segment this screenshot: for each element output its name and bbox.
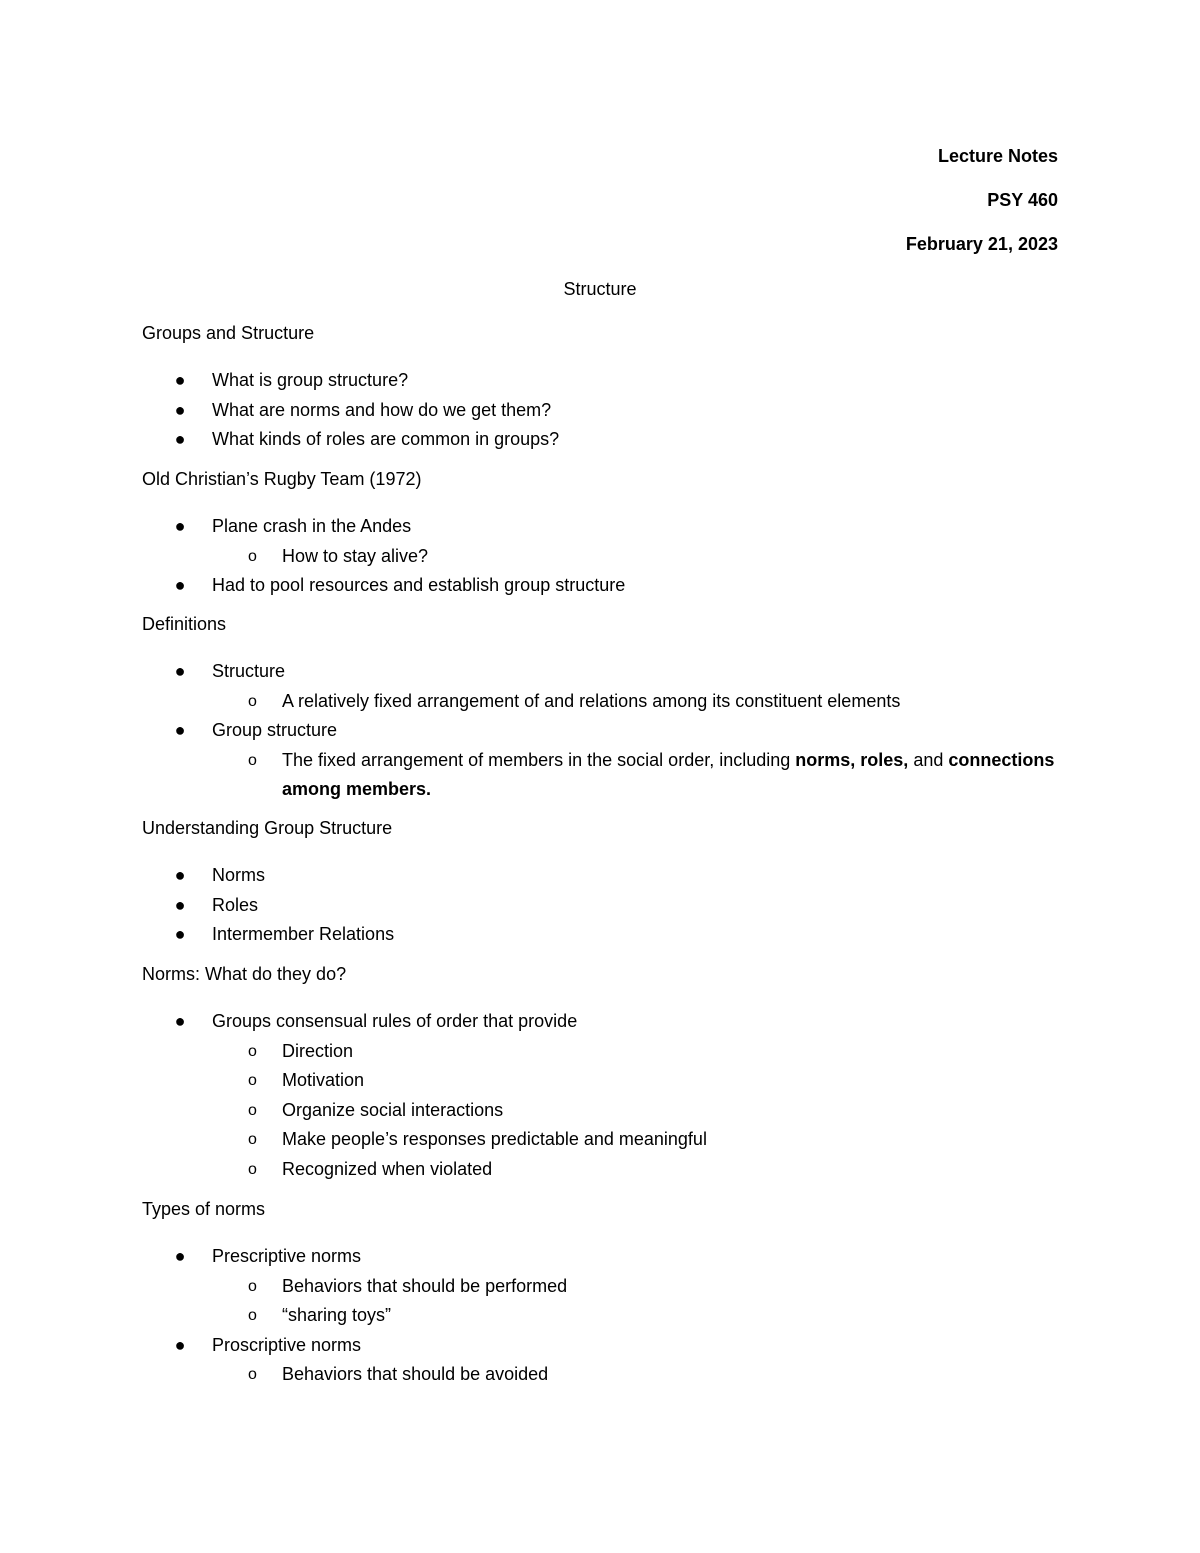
section-heading: Norms: What do they do?: [142, 964, 347, 984]
section-groups-structure: [142, 322, 1062, 455]
list-item: ● Prescriptive norms o Behaviors that should be performed o “sharing toys”: [142, 1242, 1062, 1331]
sub-bullet-icon: o: [248, 1042, 257, 1060]
list-item: ● What are norms and how do we get them?: [142, 396, 1062, 426]
bullet-icon: ●: [174, 399, 186, 420]
sub-list-item: o “sharing toys”: [212, 1301, 1062, 1331]
sub-list: [212, 542, 1062, 572]
header-date: February 21, 2023: [905, 234, 1058, 254]
bullet-icon: ●: [174, 661, 186, 681]
list-item: ● Norms: [142, 861, 1062, 891]
sub-bullet-icon: o: [248, 1131, 257, 1148]
section-definitions: [142, 613, 1062, 805]
bullet-icon: ●: [174, 894, 186, 915]
sub-bullet-icon: o: [248, 1160, 257, 1178]
bullet-icon: ●: [174, 720, 186, 740]
bullet-icon: ●: [174, 370, 186, 390]
page-title: Structure: [563, 279, 637, 299]
bullet-icon: ●: [174, 1011, 186, 1031]
bullet-icon: ●: [174, 516, 186, 536]
sub-list-item: o Motivation: [212, 1066, 1062, 1096]
sub-list-item: o The fixed arrangement of members in the social order, including norms, roles, and connections among members.: [212, 746, 1062, 805]
sub-list: [212, 1360, 1062, 1390]
bullet-icon: ●: [174, 924, 186, 944]
sub-list-item: o How to stay alive?: [212, 542, 1062, 572]
sub-bullet-icon: o: [248, 1277, 257, 1295]
sub-list-item: o Behaviors that should be avoided: [212, 1360, 1062, 1390]
sub-list: [212, 1272, 1062, 1331]
sub-list: [212, 687, 1062, 717]
sub-list-item: o Organize social interactions: [212, 1096, 1062, 1126]
list-item: ● Had to pool resources and establish group structure: [142, 571, 1062, 601]
section-heading: Types of norms: [142, 1199, 266, 1219]
sub-list-item: o Behaviors that should be performed: [212, 1272, 1062, 1302]
header-lecture-notes: Lecture Notes: [937, 146, 1058, 166]
bullet-list: [142, 366, 1062, 455]
bullet-icon: ●: [174, 1334, 186, 1355]
sub-bullet-icon: o: [248, 1307, 257, 1324]
section-types-of-norms: [142, 1198, 1062, 1390]
section-heading: Groups and Structure: [142, 323, 315, 343]
section-understanding: [142, 817, 1062, 950]
list-item: ● Roles: [142, 891, 1062, 921]
bullet-list: [142, 1007, 1062, 1184]
bullet-icon: ●: [174, 1246, 186, 1266]
sub-bullet-icon: o: [248, 692, 257, 710]
bullet-icon: ●: [174, 865, 186, 885]
sub-bullet-icon: o: [248, 1366, 257, 1383]
list-item: ● Plane crash in the Andes o How to stay alive?: [142, 512, 1062, 571]
sub-bullet-icon: o: [248, 751, 257, 769]
sub-bullet-icon: o: [248, 547, 257, 565]
sub-list-item: o Recognized when violated: [212, 1155, 1062, 1185]
list-item: ● Structure o A relatively fixed arrangement of and relations among its constituent elements: [142, 657, 1062, 716]
section-heading: Definitions: [142, 614, 227, 634]
header-course: PSY 460: [987, 190, 1058, 210]
list-item: ● Proscriptive norms o Behaviors that should be avoided: [142, 1331, 1062, 1390]
bullet-list: [142, 512, 1062, 601]
bullet-list: [142, 861, 1062, 950]
sub-bullet-icon: o: [248, 1072, 257, 1089]
sub-list: [212, 1037, 1062, 1185]
section-heading: Old Christian’s Rugby Team (1972): [142, 469, 422, 489]
bullet-list: [142, 1242, 1062, 1390]
section-norms-what-do: [142, 963, 1062, 1184]
bullet-icon: ●: [174, 575, 186, 595]
list-item: ● What is group structure?: [142, 366, 1062, 396]
bullet-icon: ●: [174, 429, 186, 449]
list-item: ● Groups consensual rules of order that provide o Direction o Motivation o Organize social interactions o Make people’s responses predictable and meaningful o Recognized when violated: [142, 1007, 1062, 1184]
sub-list-item: o Direction: [212, 1037, 1062, 1067]
section-rugby-team: [142, 468, 1062, 601]
sub-list-item: o Make people’s responses predictable and meaningful: [212, 1125, 1062, 1155]
list-item: ● Group structure o The fixed arrangement of members in the social order, including norms, roles, and connections among members.: [142, 716, 1062, 805]
bullet-list: [142, 657, 1062, 805]
list-item: ● Intermember Relations: [142, 920, 1062, 950]
sub-list: [212, 746, 1062, 805]
list-item: ● What kinds of roles are common in groups?: [142, 425, 1062, 455]
sub-bullet-icon: o: [248, 1101, 257, 1119]
sub-list-item: o A relatively fixed arrangement of and relations among its constituent elements: [212, 687, 1062, 717]
section-heading: Understanding Group Structure: [142, 818, 393, 838]
